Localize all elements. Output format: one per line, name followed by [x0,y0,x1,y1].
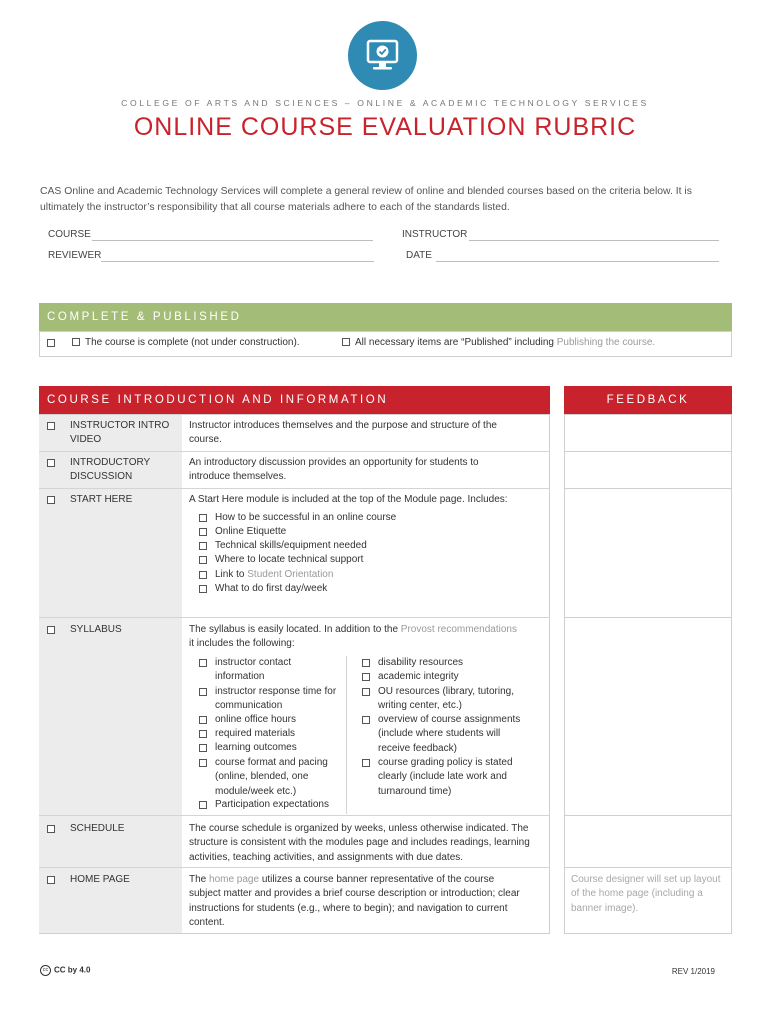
reviewer-label: REVIEWER [48,250,102,261]
intro-paragraph: CAS Online and Academic Technology Services will complete a general review of online and blended courses based on the criteria below. It is ultimately the instructor’s responsibility that all course materials adhere to each of the standards listed. [40,186,692,213]
cc-license-icon: cc [40,965,51,976]
syllabus-item-checkbox[interactable] [199,688,207,696]
student-orientation-link[interactable]: Student Orientation [247,569,334,580]
start-item-checkbox[interactable] [199,528,207,536]
syllabus-item-checkbox[interactable] [199,744,207,752]
syllabus-item: OU resources (library, tutoring, writing center, etc.) [378,686,514,712]
page-title: ONLINE COURSE EVALUATION RUBRIC [133,113,637,141]
syllabus-item: online office hours [215,714,296,725]
provost-recommendations-link[interactable]: Provost recommendations [400,624,517,635]
start-item: Online Etiquette [215,526,287,537]
syllabus-item: disability resources [378,657,464,668]
college-name: COLLEGE OF ARTS AND SCIENCES – ONLINE & ACADEMIC TECHNOLOGY SERVICES [121,98,649,108]
syllabus-column-divider [346,656,347,814]
feedback-heading: FEEDBACK [564,386,732,414]
start-here-description: A Start Here module is included at the top of the Module page. Includes: [189,494,508,505]
logo [348,21,417,90]
syllabus-item: learning outcomes [215,742,297,753]
row-checkbox[interactable] [47,339,55,347]
home-page-link[interactable]: home page [209,874,260,885]
start-here-checkbox[interactable] [47,496,55,504]
complete-item-text: The course is complete (not under construction). [85,337,300,348]
start-item-checkbox[interactable] [199,585,207,593]
row-divider [39,617,550,618]
date-field[interactable] [436,261,719,262]
syllabus-description: The syllabus is easily located. In addition to the Provost recommendations it includes the following: [189,624,517,650]
course-intro-heading: COURSE INTRODUCTION AND INFORMATION [39,386,550,414]
revision: REV 1/2019 [671,967,715,976]
syllabus-item: Participation expectations [215,799,329,810]
publishing-course-link[interactable]: Publishing the course. [556,337,656,348]
home-page-checkbox[interactable] [47,876,55,884]
home-page-description: The home page utilizes a course banner representative of the course subject matter and provides a brief course description or introduction; clear instructions for students (e.g., where to begin); and navigation to current content. [189,874,520,928]
feedback-box-syllabus[interactable] [564,617,732,816]
feedback-box-schedule[interactable] [564,815,732,868]
syllabus-item: instructor response time for communication [215,686,337,712]
schedule-label: SCHEDULE [70,823,125,834]
start-item: Where to locate technical support [215,554,364,565]
video-description: Instructor introduces themselves and the purpose and structure of the course. [189,420,497,446]
schedule-description: The course schedule is organized by weeks, unless otherwise indicated. The structure is consistent with the modules page and includes readings, learning activities, teaching activities, and assignments with due dates. [189,823,530,863]
start-item: Link to Student Orientation [215,569,334,580]
schedule-checkbox[interactable] [47,825,55,833]
home-page-feedback: Course designer will set up layout of the home page (including a banner image). [571,874,721,914]
syllabus-item: course format and pacing (online, blended, one module/week etc.) [215,757,328,797]
start-item: What to do first day/week [215,583,328,594]
course-field[interactable] [92,240,373,241]
row-divider [39,451,550,452]
syllabus-item-checkbox[interactable] [199,801,207,809]
monitor-check-icon [348,21,417,90]
discussion-description: An introductory discussion provides an opportunity for students to introduce themselves. [189,457,479,483]
syllabus-item: course grading policy is stated clearly (include late work and turnaround time) [378,757,513,797]
video-checkbox[interactable] [47,422,55,430]
syllabus-item-checkbox[interactable] [199,716,207,724]
feedback-box-start[interactable] [564,488,732,618]
start-item-checkbox[interactable] [199,571,207,579]
published-item-text: All necessary items are “Published” including Publishing the course. [355,337,656,348]
syllabus-item-checkbox[interactable] [362,716,370,724]
discussion-label: INTRODUCTORY DISCUSSION [70,457,151,483]
course-label: COURSE [48,229,91,240]
license: cc CC by 4.0 [40,965,90,976]
row-divider [39,488,550,489]
syllabus-item-checkbox[interactable] [199,730,207,738]
row-divider [39,815,550,816]
syllabus-item: instructor contact information [215,657,292,683]
date-label: DATE [406,250,432,261]
start-item-checkbox[interactable] [199,542,207,550]
complete-published-heading: COMPLETE & PUBLISHED [39,303,732,331]
row-divider [39,867,550,868]
syllabus-item: overview of course assignments (include where students will receive feedback) [378,714,521,754]
start-here-label: START HERE [70,494,133,505]
syllabus-checkbox[interactable] [47,626,55,634]
syllabus-item-checkbox[interactable] [362,673,370,681]
discussion-checkbox[interactable] [47,459,55,467]
feedback-box-video[interactable] [564,414,732,452]
syllabus-item-checkbox[interactable] [199,659,207,667]
syllabus-item-checkbox[interactable] [362,688,370,696]
complete-checkbox[interactable] [72,338,80,346]
reviewer-field[interactable] [101,261,374,262]
syllabus-item-checkbox[interactable] [362,759,370,767]
start-item-checkbox[interactable] [199,514,207,522]
syllabus-item-checkbox[interactable] [199,759,207,767]
start-item-checkbox[interactable] [199,556,207,564]
video-label: INSTRUCTOR INTRO VIDEO [70,420,170,446]
instructor-field[interactable] [469,240,719,241]
syllabus-item: academic integrity [378,671,459,682]
home-page-label: HOME PAGE [70,874,130,885]
start-item: How to be successful in an online course [215,512,397,523]
start-item: Technical skills/equipment needed [215,540,367,551]
feedback-box-discussion[interactable] [564,451,732,489]
instructor-label: INSTRUCTOR [402,229,468,240]
syllabus-item-checkbox[interactable] [362,659,370,667]
syllabus-label: SYLLABUS [70,624,122,635]
syllabus-item: required materials [215,728,296,739]
published-checkbox[interactable] [342,338,350,346]
